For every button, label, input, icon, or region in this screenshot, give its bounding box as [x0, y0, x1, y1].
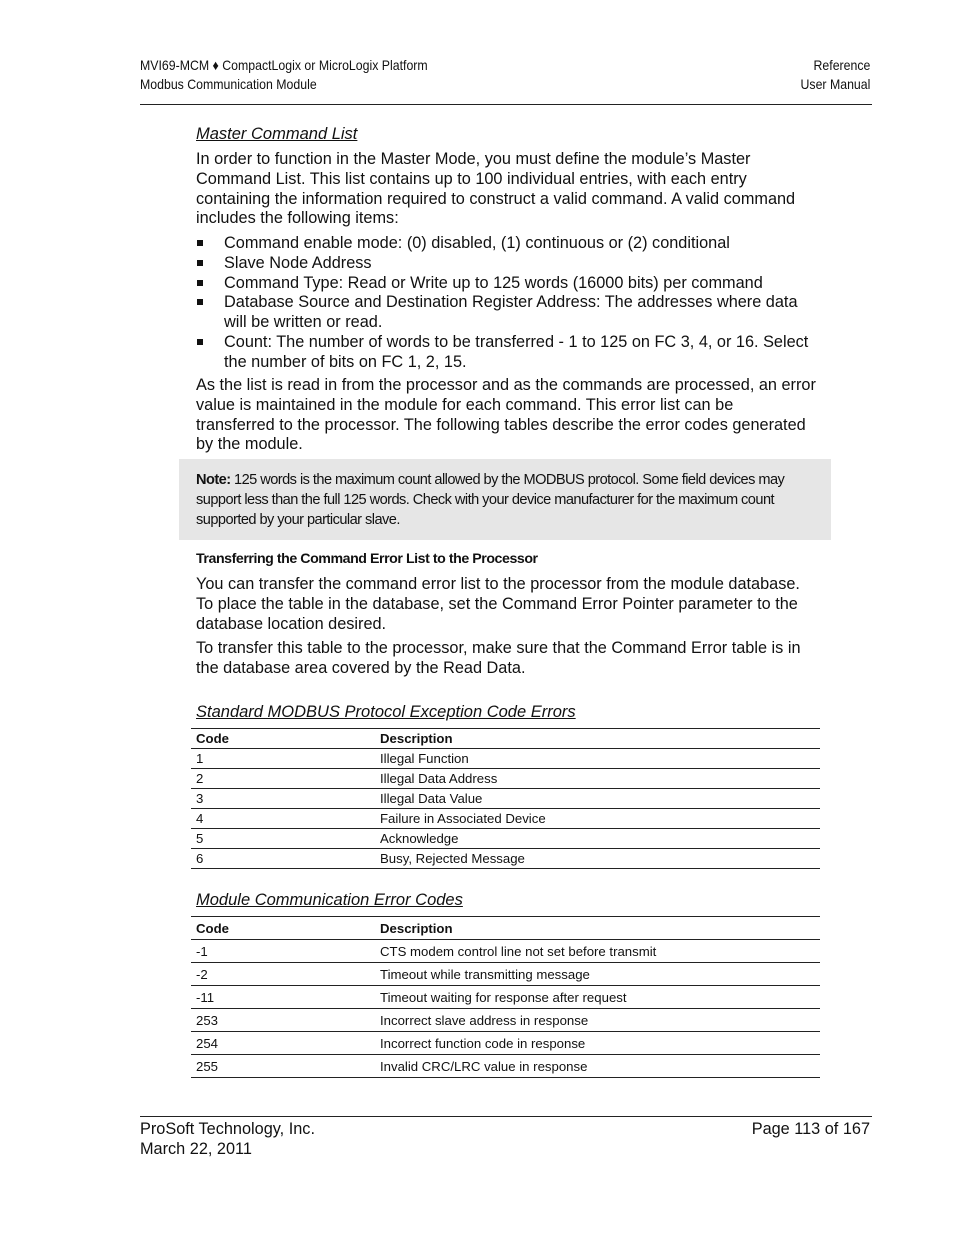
list-item: Database Source and Destination Register Address: The addresses where data will be written or read.	[196, 293, 816, 333]
table-row: -1 CTS modem control line not set before transmit	[191, 940, 820, 963]
footer-left	[140, 1119, 315, 1159]
table-row: 255 Invalid CRC/LRC value in response	[191, 1055, 820, 1078]
bullet-icon	[197, 339, 203, 345]
bullet-icon	[197, 260, 203, 266]
footer-divider	[140, 1116, 872, 1117]
table-row: 1 Illegal Function	[191, 749, 820, 769]
bullet-icon	[197, 240, 203, 246]
list-item: Command Type: Read or Write up to 125 words (16000 bits) per command	[196, 274, 816, 294]
table-row: 6 Busy, Rejected Message	[191, 849, 820, 869]
column-header-code: Code	[191, 729, 375, 749]
header-product: MVI69-MCM ♦ CompactLogix or MicroLogix Platform	[140, 57, 428, 73]
table-row: 2 Illegal Data Address	[191, 769, 820, 789]
column-header-description: Description	[375, 917, 820, 940]
bullet-icon	[197, 280, 203, 286]
note-text	[196, 470, 826, 530]
header-module: Modbus Communication Module	[140, 76, 317, 92]
exception-code-table	[191, 728, 820, 869]
table1-title: Standard MODBUS Protocol Exception Code Errors	[196, 703, 576, 721]
master-intro-paragraph: In order to function in the Master Mode, you must define the module’s Master Command List. This list contains up to 100 individual entries, with each entry containing the information required to construct a valid command. A valid command includes the following items:	[196, 150, 796, 228]
table-row: 4 Failure in Associated Device	[191, 809, 820, 829]
table-row: 254 Incorrect function code in response	[191, 1032, 820, 1055]
header-left	[140, 56, 467, 94]
footer-company: ProSoft Technology, Inc.	[140, 1120, 315, 1138]
command-items-list	[196, 234, 816, 373]
note-label: Note:	[196, 472, 231, 488]
section-title-master-command-list: Master Command List	[196, 125, 358, 143]
transfer-paragraph-2: To transfer this table to the processor, make sure that the Command Error table is in the database area covered by the Read Data.	[196, 639, 801, 677]
footer-page-number: Page 113 of 167	[751, 1120, 870, 1138]
communication-error-table	[191, 916, 820, 1078]
list-item: Command enable mode: (0) disabled, (1) continuous or (2) conditional	[196, 234, 816, 254]
bullet-icon	[197, 299, 203, 305]
error-list-paragraph: As the list is read in from the processor and as the commands are processed, an error value is maintained in the module for each command. This error list can be transferred to the processor. The following tables describe the error codes generated by the module.	[196, 376, 816, 454]
table-header-row	[191, 729, 820, 749]
transfer-paragraph-1: You can transfer the command error list to the processor from the module database. To place the table in the database, set the Command Error Pointer parameter to the database location desired.	[196, 575, 800, 633]
header-right	[791, 56, 870, 94]
header-reference: Reference	[813, 57, 870, 73]
table2-title: Module Communication Error Codes	[196, 891, 463, 909]
table-row: 3 Illegal Data Value	[191, 789, 820, 809]
header-divider	[140, 104, 872, 105]
table-row: 5 Acknowledge	[191, 829, 820, 849]
transfer-heading: Transferring the Command Error List to the Processor	[196, 551, 538, 567]
note-body: 125 words is the maximum count allowed by the MODBUS protocol. Some field devices may support less than the full 125 words. Check with your device manufacturer for the maximum count supported by your particular slave.	[196, 472, 785, 528]
footer-date: March 22, 2011	[140, 1140, 252, 1158]
list-item: Count: The number of words to be transferred - 1 to 125 on FC 3, 4, or 16. Select the number of bits on FC 1, 2, 15.	[196, 333, 816, 373]
table-row: -11 Timeout waiting for response after request	[191, 986, 820, 1009]
column-header-description: Description	[375, 729, 820, 749]
table-row: -2 Timeout while transmitting message	[191, 963, 820, 986]
column-header-code: Code	[191, 917, 375, 940]
table-row: 253 Incorrect slave address in response	[191, 1009, 820, 1032]
header-user-manual: User Manual	[800, 76, 870, 92]
list-item: Slave Node Address	[196, 254, 816, 274]
table-header-row	[191, 917, 820, 940]
